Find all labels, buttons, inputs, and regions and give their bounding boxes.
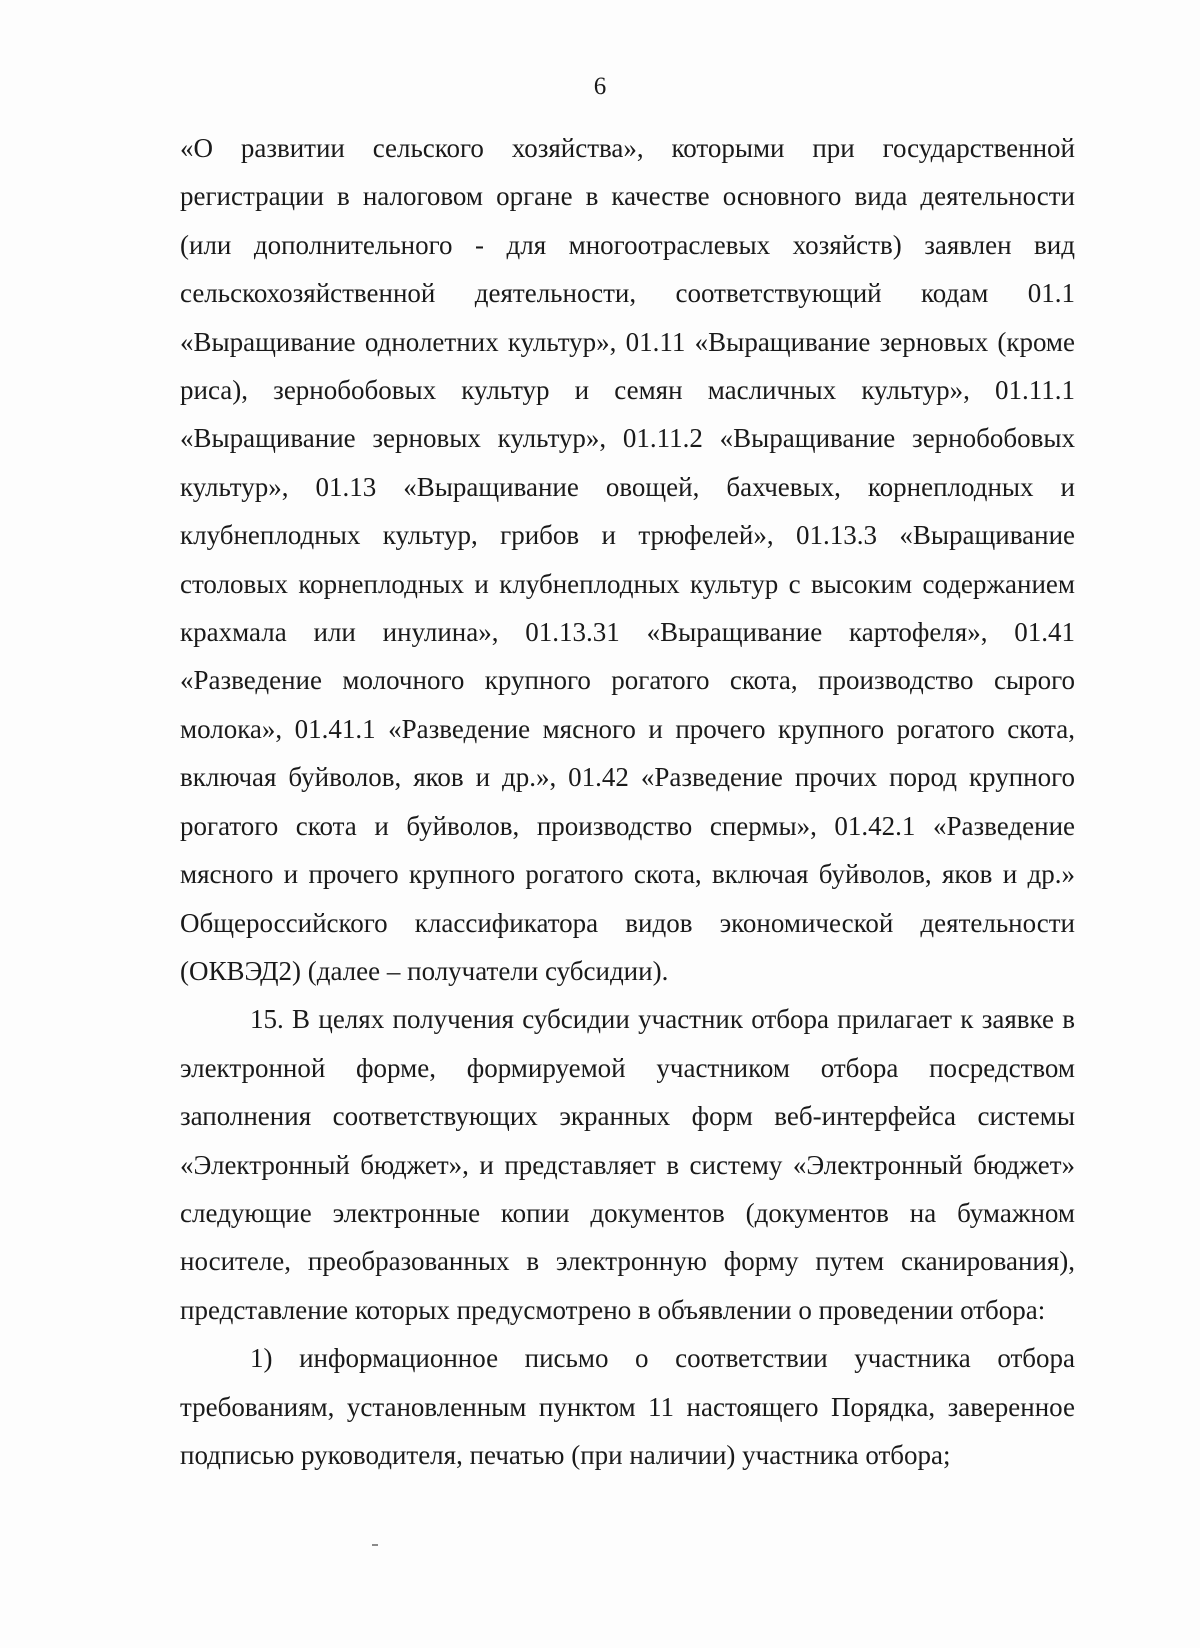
- paragraph-continuation: «О развитии сельского хозяйства», которыми при государственной регистрации в налоговом органе в качестве основного вида деятельности (или дополнительного - для многоотраслевых хозяйств) заявлен вид сельскохозяйственной деятельности, соответствующий кодам 01.1 «Выращивание однолетних культур», 01.11 «Выращивание зерновых (кроме риса), зернобобовых культур и семян масличных культур», 01.11.1 «Выращивание зерновых культур», 01.11.2 «Выращивание зернобобовых культур», 01.13 «Выращивание овощей, бахчевых, корнеплодных и клубнеплодных культур, грибов и трюфелей», 01.13.3 «Выращивание столовых корнеплодных и клубнеплодных культур с высоким содержанием крахмала или инулина», 01.13.31 «Выращивание картофеля», 01.41 «Разведение молочного крупного рогатого скота, производство сырого молока», 01.41.1 «Разведение мясного и прочего крупного рогатого скота, включая буйволов, яков и др.», 01.42 «Разведение прочих пород крупного рогатого скота и буйволов, производство спермы», 01.42.1 «Разведение мясного и прочего крупного рогатого скота, включая буйволов, яков и др.» Общероссийского классификатора видов экономической деятельности (ОКВЭД2) (далее – получатели субсидии).: [180, 133, 1075, 986]
- document-body: [180, 124, 1075, 1479]
- paragraph-clause-15: 15. В целях получения субсидии участник отбора прилагает к заявке в электронной форме, формируемой участником отбора посредством заполнения соответствующих экранных форм веб-интерфейса системы «Электронный бюджет», и представляет в систему «Электронный бюджет» следующие электронные копии документов (документов на бумажном носителе, преобразованных в электронную форму путем сканирования), представление которых предусмотрено в объявлении о проведении отбора:: [180, 1004, 1075, 1325]
- scan-speck: [372, 1544, 378, 1546]
- paragraph-item-1: 1) информационное письмо о соответствии участника отбора требованиям, установленным пунктом 11 настоящего Порядка, заверенное подписью руководителя, печатью (при наличии) участника отбора;: [180, 1343, 1075, 1470]
- page-number: 6: [593, 73, 607, 100]
